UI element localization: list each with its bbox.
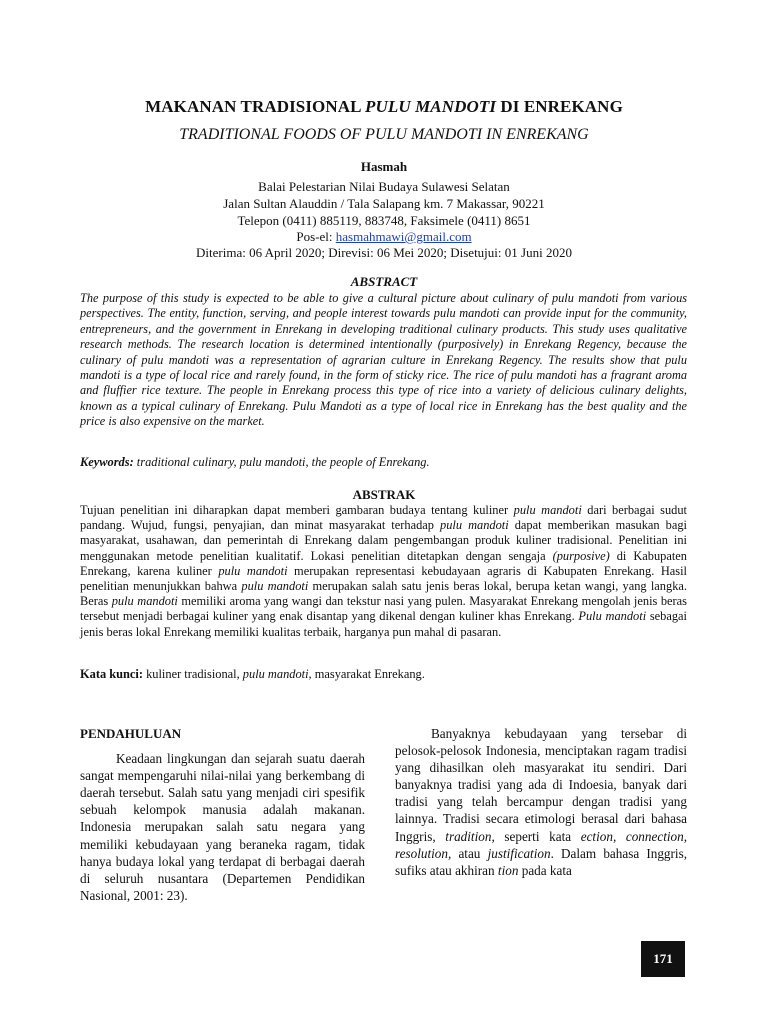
affiliation-institution: Balai Pelestarian Nilai Budaya Sulawesi Selatan: [258, 179, 510, 194]
abstrak-text: Tujuan penelitian ini diharapkan dapat memberi gambaran budaya tentang kuliner pulu mandoti dari berbagai sudut pandang. Wujud, fungsi, penyajian, dan minat masyarakat terhadap pulu mandoti dapat memberikan masukan bagi masyarakat, usahawan, dan pemerintah di Enrekang dalam pengembangan produk kuliner tradisional. Penelitian ini menggunakan metode penelitian kualitatif. Lokasi penelitian ditetapkan dengan sengaja (purposive) di Kabupaten Enrekang, karena kuliner pulu mandoti merupakan representasi kebudayaan agraris di Kabupaten Enrekang. Hasil penelitian menunjukkan bahwa pulu mandoti merupakan salah satu jenis beras lokal, berupa ketan wangi, yang langka. Beras pulu mandoti memiliki aroma yang wangi dan tekstur nasi yang pulen. Masyarakat Enrekang mengolah jenis beras tersebut menjadi berbagai kuliner yang enak disantap yang dikenal dengan kuliner khas Enrekang. Pulu mandoti sebagai jenis beras lokal Enrekang memiliki kualitas terbaik, harganya pun mahal di pasaran.: [80, 503, 688, 639]
body-paragraph: Banyaknya kebudayaan yang tersebar di pelosok-pelosok Indonesia, menciptakan ragam tradisi yang dihasilkan oleh masyarakat itu sendiri. Dari banyaknya tradisi yang ada di Indoesia, banyak dari tradisi yang telah bercampur dengan tradisi yang lainnya. Tradisi secara etimologi berasal dari bahasa Inggris, tradition, seperti kata ection, connection, resolution, atau justification. Dalam bahasa Inggris, sufiks atau akhiran tion pada kata: [395, 726, 688, 878]
body-right-column: [395, 725, 687, 879]
body-paragraph: Keadaan lingkungan dan sejarah suatu daerah sangat mempengaruhi nilai-nilai yang berkembang di daerah tersebut. Salah satu yang menjadi ciri spesifik sebuah kelompok manusia adalah makanan. Indonesia merupakan salah satu negara yang memiliki kebudayaan yang beraneka ragam, tidak hanya budaya lokal yang terdapat di berbagai daerah di seluruh nusantara (Departemen Pendidikan Nasional, 2001: 23).: [80, 751, 365, 903]
email-label: Pos-el:: [296, 229, 336, 244]
affiliation-address: Jalan Sultan Alauddin / Tala Salapang km. 7 Makassar, 90221: [223, 196, 545, 211]
keywords-text: traditional culinary, pulu mandoti, the people of Enrekang.: [133, 455, 430, 469]
paper-title: [80, 97, 688, 117]
section-heading: PENDAHULUAN: [80, 726, 182, 741]
title-italic-part: PULU MANDOTI: [365, 97, 497, 116]
kata-kunci-line: Kata kunci: kuliner tradisional, pulu mandoti, masyarakat Enrekang.: [80, 667, 425, 681]
keywords-line: [80, 455, 687, 470]
body-left-column: [80, 725, 365, 904]
title-part: MAKANAN TRADISIONAL: [145, 97, 365, 116]
affiliation-email-line: [80, 228, 688, 245]
author-name: Hasmah: [360, 159, 408, 174]
kata-kunci-label: Kata kunci:: [80, 667, 143, 681]
paper-subtitle: TRADITIONAL FOODS OF PULU MANDOTI IN ENREKANG: [179, 126, 589, 143]
email-link[interactable]: hasmahmawi@gmail.com: [335, 229, 472, 244]
abstract-text: The purpose of this study is expected to be able to give a cultural picture about culinary of pulu mandoti from various perspectives. The entity, function, serving, and people interest towards pulu mandoti can provide input for the community, entrepreneurs, and the government in Enrekang in developing traditional culinary products. This study uses qualitative research methods. The research location is determined intentionally (purposively) in Enrekang Regency, because the culinary of pulu mandoti was a representation of agrarian culture in Enrekang Regency. The results show that pulu mandoti is a type of local rice and rarely found, in the form of sticky rice. The rice of pulu mandoti has a fragrant aroma and fluffier rice texture. The people in Enrekang process this type of rice into a variety of delicious culinary delights, known as a typical culinary of Enrekang. Pulu Mandoti as a type of local rice in Enrekang has the best quality and the price is also expensive on the market.: [80, 291, 687, 429]
keywords-label: Keywords:: [80, 455, 134, 469]
affiliation-phone: Telepon (0411) 885119, 883748, Faksimele (0411) 8651: [237, 213, 531, 228]
abstrak-heading: ABSTRAK: [352, 487, 416, 502]
abstract-heading: ABSTRACT: [350, 274, 418, 289]
page-number: 171: [641, 941, 685, 977]
title-part: DI ENREKANG: [496, 97, 623, 116]
submission-dates: Diterima: 06 April 2020; Direvisi: 06 Mei 2020; Disetujui: 01 Juni 2020: [196, 245, 572, 260]
